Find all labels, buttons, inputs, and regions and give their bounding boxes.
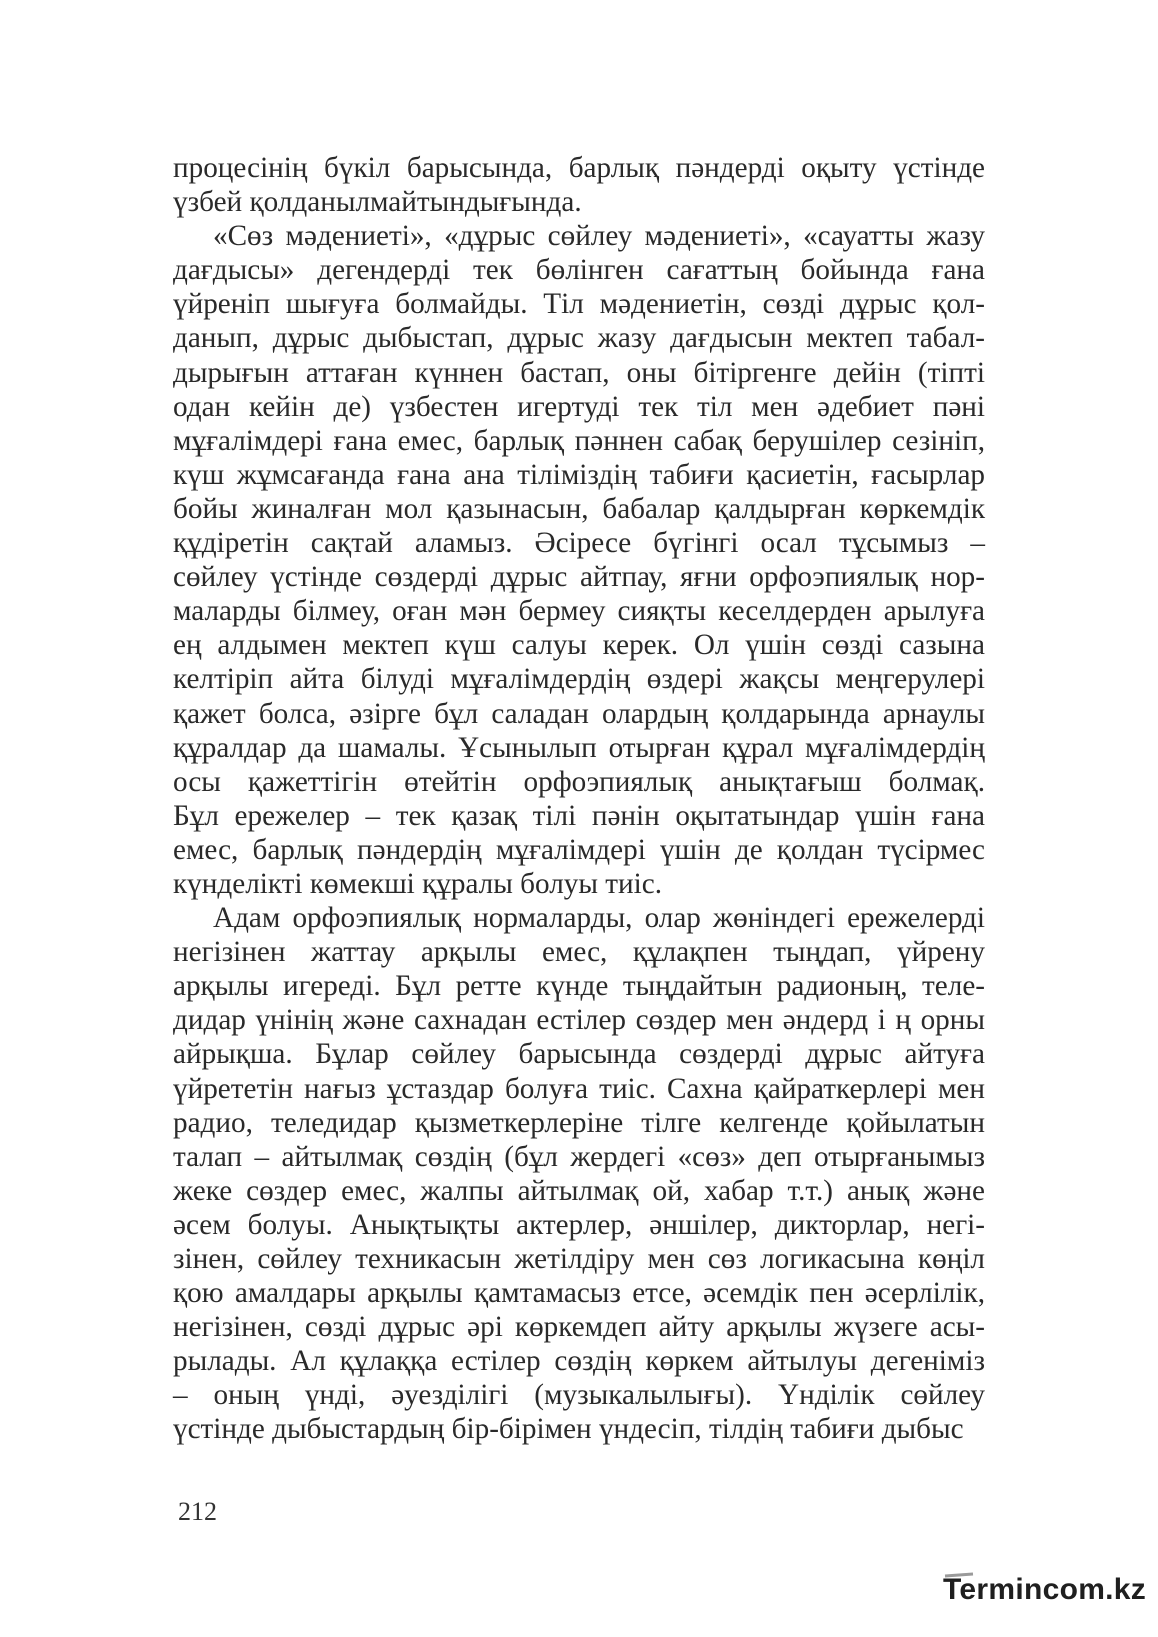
text-line: келтіріп айта білуді мұғалімдердің өздері жақсы меңгерулері xyxy=(173,663,985,696)
text-line: радио, теледидар қызметкерлеріне тілге келгенде қойылатын xyxy=(173,1106,985,1139)
site-watermark[interactable] xyxy=(943,1568,1147,1612)
text-line: зінен, сөйлеу техникасын жетілдіру мен сөз логикасына көңіл xyxy=(173,1243,985,1275)
text-line: талап – айтылмақ сөздің (бұл жердегі «сөз» деп отырғанымыз xyxy=(173,1140,985,1173)
watermark-text: Termincom.kz xyxy=(943,1573,1147,1606)
text-line: құдіретін сақтай аламыз. Әсіресе бүгінгі осал тұсымыз – xyxy=(173,527,985,560)
text-line: данып, дұрыс дыбыстап, дұрыс жазу дағдысын мектеп табал- xyxy=(173,322,985,355)
text-line: сөйлеу үстінде сөздерді дұрыс айтпау, яғни орфоэпиялық нор- xyxy=(173,561,985,594)
text-line: арқылы игереді. Бұл ретте күнде тыңдайтын радионың, теле- xyxy=(173,970,985,1003)
text-line: негізінен, сөзді дұрыс әрі көркемдеп айту арқылы жүзеге асы- xyxy=(173,1311,985,1344)
body-text xyxy=(173,151,985,1447)
text-line: қою амалдары арқылы қамтамасыз етсе, әсемдік пен әсерлілік, xyxy=(173,1277,985,1310)
text-line: маларды білмеу, оған мән бермеу сияқты кеселдерден арылуға xyxy=(173,595,985,628)
text-line: ең алдымен мектеп күш салуы керек. Ол үшін сөзді сазына xyxy=(173,629,985,662)
text-line: рылады. Ал құлаққа естілер сөздің көркем айтылуы дегеніміз xyxy=(173,1345,985,1378)
text-line: процесінің бүкіл барысында, барлық пәндерді оқыту үстінде xyxy=(173,152,985,184)
paragraph xyxy=(173,151,985,219)
page-number: 212 xyxy=(178,1497,217,1526)
text-line: мұғалімдері ғана емес, барлық пәннен сабақ берушілер сезініп, xyxy=(173,424,985,457)
text-line: үстінде дыбыстардың бір-бірімен үндесіп, тілдің табиғи дыбыс xyxy=(173,1413,964,1446)
paragraph xyxy=(173,219,985,901)
text-line: жеке сөздер емес, жалпы айтылмақ ой, хабар т.т.) анық және xyxy=(173,1174,985,1207)
text-line: қажет болса, әзірге бұл саладан олардың қолдарында арнаулы xyxy=(173,697,985,730)
text-line: бойы жиналған мол қазынасын, бабалар қалдырған көркемдік xyxy=(173,492,985,525)
text-line: дағдысы» дегендерді тек бөлінген сағаттың бойында ғана xyxy=(173,254,985,287)
text-line: үзбей қолданылмайтындығында. xyxy=(173,186,582,219)
text-line: одан кейін де) үзбестен игертуді тек тіл мен әдебиет пәні xyxy=(173,390,985,423)
text-line: дидар үнінің және сахнадан естілер сөздер мен әндерд і ң орны xyxy=(173,1004,985,1037)
text-line: емес, барлық пәндердің мұғалімдері үшін де қолдан түсірмес xyxy=(173,833,985,866)
watermark-t-swoosh-icon xyxy=(943,1568,1003,1612)
text-line: құралдар да шамалы. Ұсынылып отырған құрал мұғалімдердің xyxy=(173,731,985,764)
text-line: айрықша. Бұлар сөйлеу барысында сөздерді дұрыс айтуға xyxy=(173,1038,985,1071)
text-line: дырығын аттаған күннен бастап, оны бітіргенге дейін (тіпті xyxy=(173,356,985,389)
text-line: «Сөз мәдениеті», «дұрыс сөйлеу мәдениеті», «сауатты жазу xyxy=(213,220,985,253)
text-line: әсем болуы. Анықтықты актерлер, әншілер, дикторлар, негі- xyxy=(173,1208,985,1241)
text-line: үйреніп шығуға болмайды. Тіл мәдениетін, сөзді дұрыс қол- xyxy=(173,288,985,321)
text-line: күш жұмсағанда ғана ана тіліміздің табиғи қасиетін, ғасырлар xyxy=(173,458,985,491)
text-line: үйрететін нағыз ұстаздар болуға тиіс. Сахна қайраткерлері мен xyxy=(173,1072,985,1105)
text-line: Адам орфоэпиялық нормаларды, олар жөніндегі ережелерді xyxy=(213,902,985,935)
text-line: күнделікті көмекші құралы болуы тиіс. xyxy=(173,867,663,900)
text-line: – оның үнді, әуезділігі (музыкалылығы). Үнділік сөйлеу xyxy=(173,1379,985,1412)
text-line: негізінен жаттау арқылы емес, құлақпен тыңдап, үйрену xyxy=(173,936,985,969)
text-line: осы қажеттігін өтейтін орфоэпиялық анықтағыш болмақ. xyxy=(173,765,985,798)
paragraph xyxy=(173,901,985,1447)
text-line: Бұл ережелер – тек қазақ тілі пәнін оқытатындар үшін ғана xyxy=(173,799,985,832)
